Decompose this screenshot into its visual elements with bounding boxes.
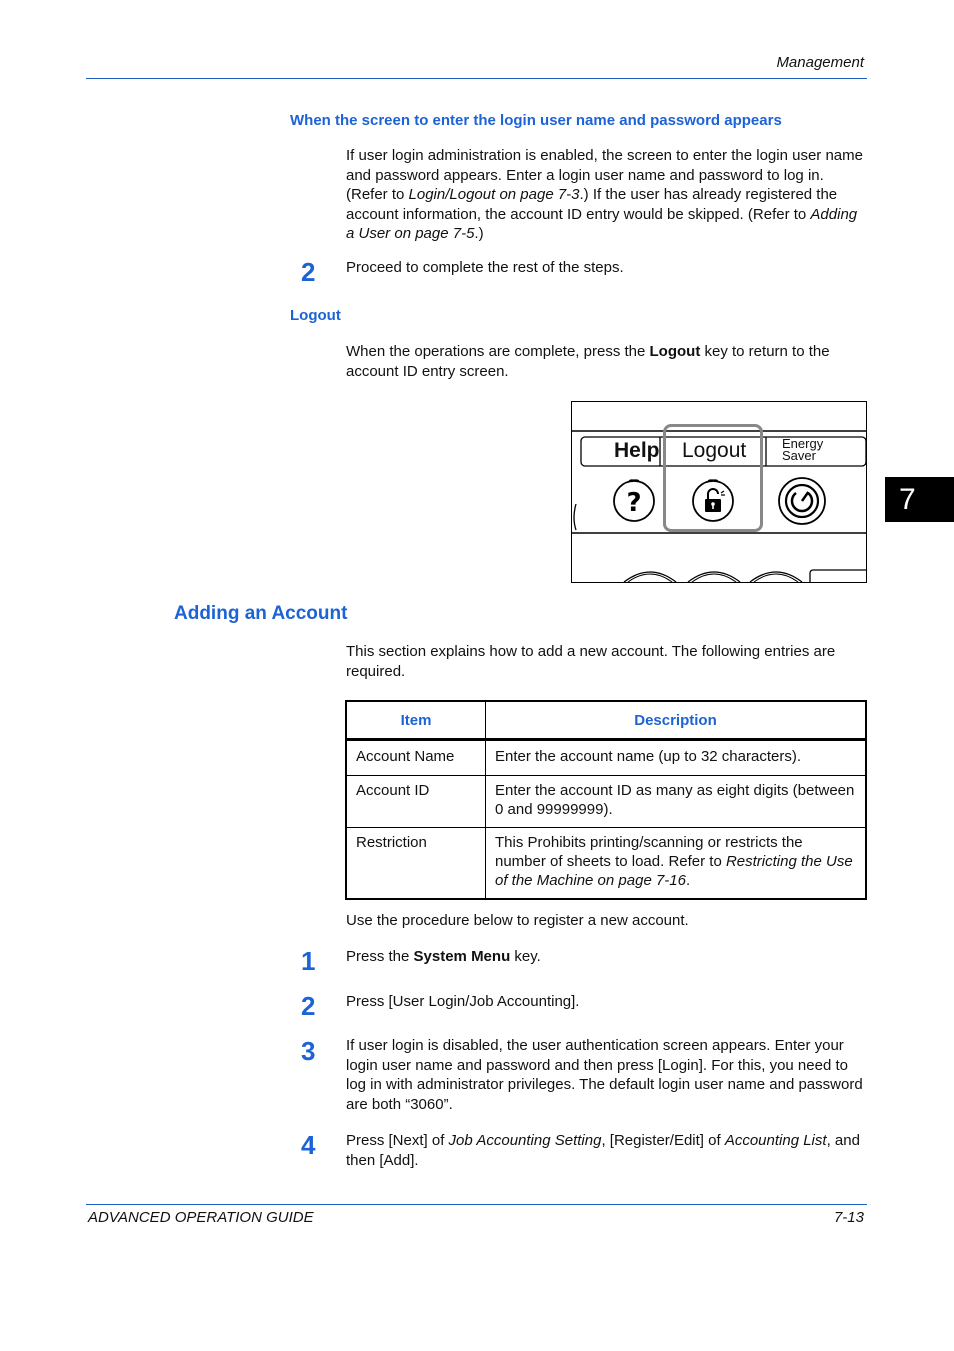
cross-reference: Restricting the Use of the Machine on page 7-16 [495,853,853,889]
table-row [346,776,866,828]
key-name: Logout [649,343,701,360]
footer-rule [86,1204,867,1205]
step-number: 1 [301,946,316,976]
logout-key-label[interactable]: Logout [682,439,747,462]
step-number: 2 [301,991,316,1021]
step-text [346,992,866,1012]
description-cell [486,740,867,776]
operation-panel-illustration [571,401,867,583]
setting-name: Job Accounting Setting [448,1132,602,1149]
adding-account-intro: This section explains how to add a new account. The following entries are required. [346,643,836,680]
item-cell: Account Name [356,748,455,765]
column-header-description: Description [486,701,867,740]
text-run: Press the [346,948,414,965]
running-header: Management [776,54,864,71]
key-name: System Menu [413,948,511,965]
text-run: When the operations are complete, press the [346,343,650,360]
step-number: 2 [301,257,316,287]
step-text [346,1131,866,1170]
step-text [346,1036,866,1114]
step-number: 3 [301,1036,316,1066]
text-run: . [685,872,691,889]
question-icon[interactable] [612,478,656,522]
table-row [346,740,866,776]
description-cell [486,828,867,900]
text-run: key. [510,948,541,965]
help-key-label[interactable]: Help [614,439,660,462]
text-run: .) If the user has already registered the account information, the account ID entry would be skipped. (Refer to [346,186,838,223]
text-run: Enter the account name (up to 32 characters). [495,748,801,765]
text-run: If user login administration is enabled, the screen to enter the login user name and password appears. Enter a login user name and password to log in. (Refer to [346,147,863,203]
item-cell: Restriction [346,828,486,900]
table-header-row [346,701,866,740]
text-run: , [Register/Edit] of [601,1132,725,1149]
login-section-heading: When the screen to enter the login user name and password appears [290,112,782,129]
text-run: Enter the account ID as many as eight digits (between 0 and 99999999). [495,782,855,818]
table-row [346,828,866,900]
power-icon[interactable] [777,476,827,526]
text-run: Press [User Login/Job Accounting]. [346,993,580,1010]
logout-heading: Logout [290,307,341,324]
login-section-paragraph [346,146,866,244]
cross-reference: Adding a User on page 7-5 [346,205,858,242]
chapter-tab: 7 [885,477,954,522]
header-rule [86,78,867,79]
step-text [346,947,866,967]
svg-text:?: ? [626,488,642,518]
footer-page-number: 7-13 [833,1209,864,1226]
text-run: This Prohibits printing/scanning or restricts the number of sheets to load. Refer to [495,834,803,870]
text-run: .) [474,225,484,242]
setting-name: Accounting List [724,1132,827,1149]
column-header-item: Item [346,701,486,740]
adding-account-heading: Adding an Account [174,603,348,624]
logout-key-highlight [663,424,763,532]
logout-paragraph [346,342,866,381]
energy-label-line2: Saver [782,448,816,463]
step-number: 4 [301,1130,316,1160]
item-cell: Account ID [346,776,486,828]
description-cell [486,776,867,828]
text-run: key to return to the account ID entry screen. [346,343,830,380]
energy-label-line1: Energy [782,436,824,451]
energy-saver-key-label[interactable] [782,438,823,462]
required-entries-table [345,700,867,900]
text-run: , and then [Add]. [346,1132,860,1169]
text-run: Press [Next] of [346,1132,449,1149]
footer-guide-title: ADVANCED OPERATION GUIDE [88,1209,314,1226]
procedure-intro: Use the procedure below to register a new account. [346,912,689,929]
text-run: If user login is disabled, the user authentication screen appears. Enter your login user name and password and then press [Login]. For this, you need to log in with administrator privileges. The default login user name and password are both “3060”. [346,1037,863,1113]
cross-reference: Login/Logout on page 7-3 [408,186,580,203]
step-text: Proceed to complete the rest of the steps. [346,259,624,276]
